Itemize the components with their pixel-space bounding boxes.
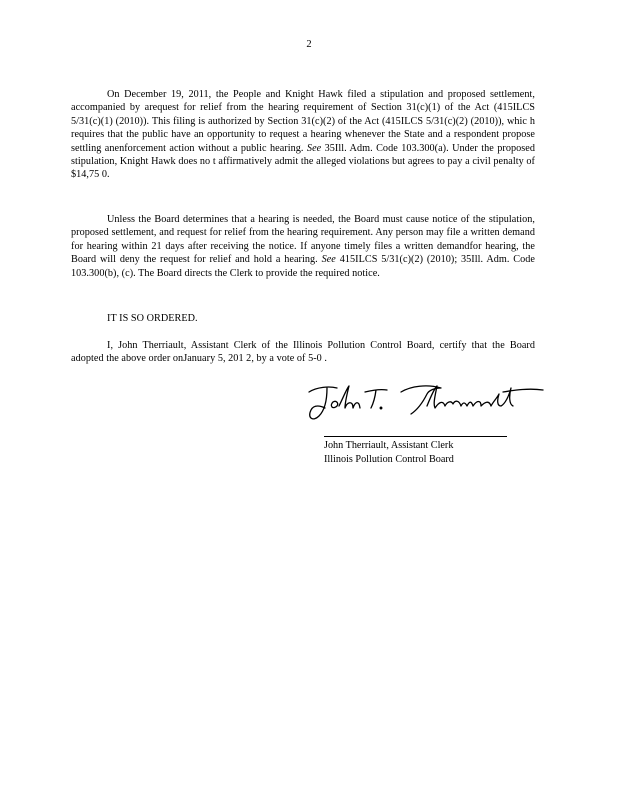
page-number: 2 bbox=[306, 39, 312, 50]
paragraph-ordered: IT IS SO ORDERED. bbox=[107, 313, 198, 324]
paragraph-text: On December 19, 2011, the People and Knight Hawk filed a stipulation and proposed settlement, accompanied by arequest for relief from the hearing requirement of Section 31(c)(1) of the Act (415ILCS 5/31(c)(1) (2010)). This filing is authorized by Section 31(c)(2) of the Act (415ILCS 5/31(c)(2) (2010)), whic h requires that the public have an opportunity to request a hearing whenever the State and a respondent propose settling anenforcement action without a public hearing. bbox=[71, 89, 535, 154]
citation-signal: See bbox=[306, 142, 322, 154]
citation-signal: See bbox=[321, 254, 336, 266]
paragraph-text: 415ILCS 5/31(c)(2) (2010); 35Ill. Adm. Code 103.300(b), (c). The Board directs the Clerk to provide the required notice. bbox=[71, 254, 535, 279]
signature-block bbox=[324, 439, 544, 466]
paragraph-text: Unless the Board determines that a hearing is needed, the Board must cause notice of the stipulation, proposed settlement, and request for relief from the hearing requirement. Any person may file a written demand for hearing within 21 days after receiving the notice. If anyone timely files a written demandfor hearing, the Board will deny the request for relief and hold a hearing. bbox=[71, 214, 535, 266]
handwritten-signature bbox=[303, 378, 548, 428]
signer-name-title: John Therriault, Assistant Clerk bbox=[324, 440, 454, 451]
signature-line bbox=[324, 436, 507, 437]
paragraph-certification: I, John Therriault, Assistant Clerk of the Illinois Pollution Control Board, certify that the Board adopted the above order onJanuary 5, 201 2, by a vote of 5-0 . bbox=[71, 340, 535, 365]
paragraph-stipulation bbox=[71, 88, 535, 182]
paragraph-text: 35Ill. Adm. Code 103.300(a). Under the proposed stipulation, Knight Hawk does no t affirmatively admit the alleged violations but agrees to pay a civil penalty of $14,75 0. bbox=[71, 142, 535, 181]
paragraph-notice bbox=[71, 213, 535, 280]
signer-organization: Illinois Pollution Control Board bbox=[324, 453, 454, 465]
